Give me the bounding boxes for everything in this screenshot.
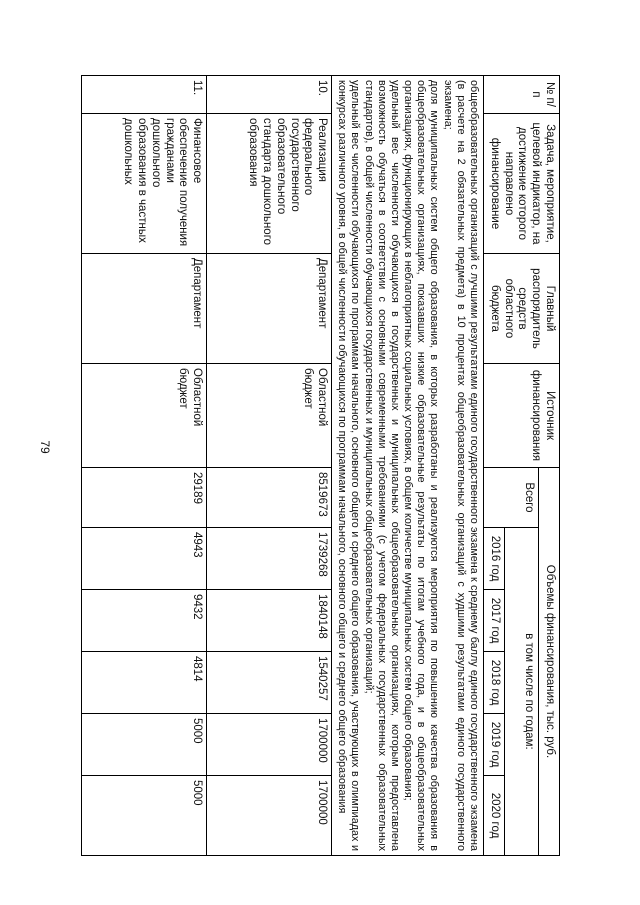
page-number: 79 <box>38 440 52 454</box>
row-manager: Департамент <box>207 254 332 364</box>
header-year: 2016 год <box>484 528 505 590</box>
row-no: 11. <box>82 76 207 114</box>
row-task: Реализация федерального государственного образовательного стандарта дошкольного образования <box>207 114 332 254</box>
row-year-value: 5000 <box>82 776 207 856</box>
header-manager: Главный распорядитель средств областного бюджета <box>484 254 560 364</box>
header-year: 2018 год <box>484 652 505 714</box>
description-paragraph: доля муниципальных систем общего образования, в которых разработаны и реализуются мероприятия по повышению качества образования в общеобразовательных организациях, показавших низкие образовательные результаты по итогам учебного года, и в общеобразовательных организациях, функционирующих в неблагоприятных социальных условиях, в общем количестве муниципальных систем общего образования; <box>402 80 441 852</box>
row-manager: Департамент <box>82 254 207 364</box>
description-row <box>332 76 484 856</box>
row-year-value: 9432 <box>82 590 207 652</box>
row-year-value: 1540257 <box>207 652 332 714</box>
header-volume: Объемы финансирования, тыс. руб. <box>539 468 560 856</box>
row-no: 10. <box>207 76 332 114</box>
row-year-value: 1700000 <box>207 714 332 776</box>
row-task: Финансовое обеспечение получения гражданами дошкольного образования в частных дошкольных <box>82 114 207 254</box>
table-row <box>82 76 207 856</box>
description-paragraph: удельный вес численности обучающихся в государственных и муниципальных общеобразовательных организациях, которым предоставлена возможность обучаться в соответствии с основными современными требованиями (с учетом федеральных государственных образовательных стандартов), в общей численности обучающихся государственных и муниципальных общеобразовательных организаций; <box>362 80 401 852</box>
header-task: Задача, мероприятие, целевой индикатор, на достижение которого направлено финансирование <box>484 114 560 254</box>
row-year-value: 4814 <box>82 652 207 714</box>
row-year-value: 1840148 <box>207 590 332 652</box>
header-no: № п/п <box>484 76 560 114</box>
rotated-page <box>90 75 560 855</box>
row-year-value: 1700000 <box>207 776 332 856</box>
financing-table <box>81 75 560 856</box>
row-source: Областной бюджет <box>207 364 332 468</box>
description-paragraph: общеобразовательных организаций с лучшими результатами единого государственного экзамена к среднему баллу единого государственного экзамена (в расчете на 2 обязательных предмета) в 10 процентах общеобразовательных организаций с худшими результатами единого государственного экзамена; <box>441 80 481 852</box>
row-total: 8519673 <box>207 468 332 528</box>
header-by-years: в том числе по годам: <box>504 528 538 856</box>
header-year: 2019 год <box>484 714 505 776</box>
table-row <box>207 76 332 856</box>
row-total: 29189 <box>82 468 207 528</box>
description-cell <box>332 76 484 856</box>
row-year-value: 4943 <box>82 528 207 590</box>
header-year: 2020 год <box>484 776 505 856</box>
row-source: Областной бюджет <box>82 364 207 468</box>
header-row-1 <box>539 76 560 856</box>
row-year-value: 1739268 <box>207 528 332 590</box>
header-source: Источник финансирования <box>484 364 560 468</box>
header-year: 2017 год <box>484 590 505 652</box>
description-paragraph: удельный вес численности обучающихся по программам начального, основного общего и среднего общего образования, участвующих в олимпиадах и конкурсах различного уровня, в общей численности обучающихся по программам начального, основного общего и среднего общего образования <box>336 80 362 852</box>
row-year-value: 5000 <box>82 714 207 776</box>
header-total: Всего <box>484 468 539 528</box>
